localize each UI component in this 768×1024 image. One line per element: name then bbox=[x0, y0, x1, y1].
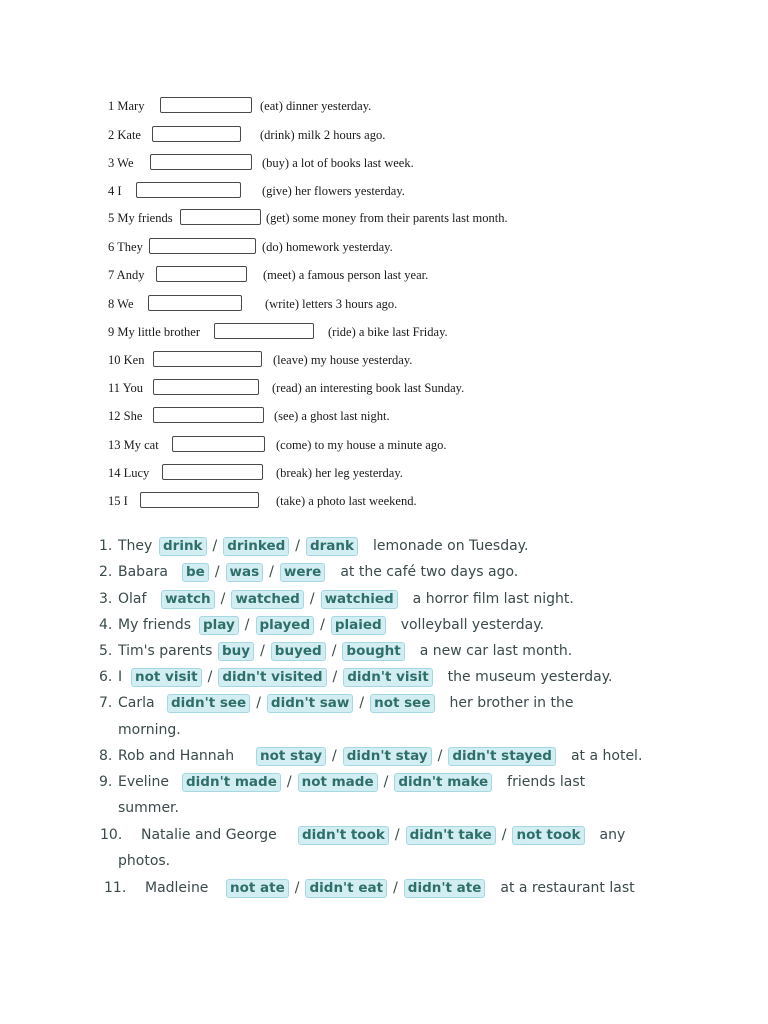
verb-clause: (read) an interesting book last Sunday. bbox=[272, 381, 465, 395]
question-number: 6. bbox=[99, 669, 113, 685]
question-number: 1. bbox=[99, 538, 113, 554]
answer-input-box[interactable] bbox=[172, 436, 265, 452]
answer-option-chip[interactable]: didn't ate bbox=[404, 879, 486, 898]
option-separator: / bbox=[295, 538, 300, 554]
answer-option-chip[interactable]: didn't eat bbox=[305, 879, 387, 898]
answer-option-chip[interactable]: not made bbox=[298, 773, 378, 792]
answer-input-box[interactable] bbox=[160, 97, 252, 113]
answer-option-chip[interactable]: didn't see bbox=[167, 694, 250, 713]
sentence-continuation: summer. bbox=[118, 800, 179, 816]
sentence-subject: 8 We bbox=[108, 297, 134, 311]
sentence-ending: any bbox=[599, 827, 626, 843]
sentence-ending: a horror film last night. bbox=[412, 591, 574, 607]
sentence-ending: a new car last month. bbox=[419, 643, 573, 659]
verb-clause: (drink) milk 2 hours ago. bbox=[260, 128, 386, 142]
options-group bbox=[217, 641, 572, 661]
sentence-ending: volleyball yesterday. bbox=[400, 617, 544, 633]
answer-option-chip[interactable]: didn't make bbox=[394, 773, 492, 792]
answer-option-chip[interactable]: not see bbox=[370, 694, 434, 713]
sentence-subject: 9 My little brother bbox=[108, 325, 200, 339]
answer-option-chip[interactable]: not ate bbox=[226, 879, 289, 898]
option-separator: / bbox=[331, 643, 337, 659]
sentence-subject: 11 You bbox=[108, 381, 143, 395]
answer-option-chip[interactable]: drank bbox=[306, 537, 358, 556]
option-separator: / bbox=[394, 827, 400, 843]
answer-input-box[interactable] bbox=[152, 126, 241, 142]
sentence-subject: 13 My cat bbox=[108, 438, 159, 452]
options-group bbox=[297, 825, 625, 845]
verb-clause: (write) letters 3 hours ago. bbox=[265, 297, 398, 311]
question-subject: Natalie and George bbox=[141, 827, 277, 843]
question-subject: Olaf bbox=[118, 591, 147, 607]
sentence-subject: 4 I bbox=[108, 184, 122, 198]
verb-clause: (do) homework yesterday. bbox=[262, 240, 393, 254]
answer-option-chip[interactable]: played bbox=[256, 616, 315, 635]
option-separator: / bbox=[359, 695, 365, 711]
answer-input-box[interactable] bbox=[150, 154, 252, 170]
question-subject: Carla bbox=[118, 695, 155, 711]
answer-option-chip[interactable]: didn't saw bbox=[267, 694, 353, 713]
question-subject: Eveline bbox=[118, 774, 170, 790]
answer-input-box[interactable] bbox=[153, 351, 262, 367]
question-number: 7. bbox=[99, 695, 113, 711]
option-separator: / bbox=[332, 748, 337, 764]
answer-option-chip[interactable]: didn't made bbox=[182, 773, 281, 792]
option-separator: / bbox=[320, 617, 325, 633]
answer-input-box[interactable] bbox=[140, 492, 259, 508]
sentence-subject: 10 Ken bbox=[108, 353, 145, 367]
question-subject: Tim's parents bbox=[118, 643, 213, 659]
answer-option-chip[interactable]: drinked bbox=[223, 537, 289, 556]
answer-input-box[interactable] bbox=[149, 238, 256, 254]
answer-option-chip[interactable]: buyed bbox=[271, 642, 326, 661]
answer-option-chip[interactable]: didn't visit bbox=[343, 668, 432, 687]
sentence-continuation: morning. bbox=[118, 722, 181, 738]
option-separator: / bbox=[256, 695, 261, 711]
verb-clause: (eat) dinner yesterday. bbox=[260, 99, 372, 113]
options-group bbox=[130, 667, 612, 687]
sentence-continuation: photos. bbox=[118, 853, 171, 869]
answer-input-box[interactable] bbox=[153, 407, 264, 423]
answer-option-chip[interactable]: were bbox=[280, 563, 325, 582]
options-group bbox=[166, 693, 573, 713]
option-separator: / bbox=[212, 538, 218, 554]
answer-option-chip[interactable]: not took bbox=[512, 826, 584, 845]
verb-clause: (give) her flowers yesterday. bbox=[262, 184, 405, 198]
question-number: 5. bbox=[99, 643, 113, 659]
sentence-subject: 12 She bbox=[108, 409, 143, 423]
sentence-subject: 7 Andy bbox=[108, 268, 145, 282]
question-number: 3. bbox=[99, 591, 113, 607]
option-separator: / bbox=[207, 669, 213, 685]
option-separator: / bbox=[383, 774, 389, 790]
verb-clause: (get) some money from their parents last month. bbox=[266, 211, 508, 225]
answer-input-box[interactable] bbox=[162, 464, 263, 480]
answer-option-chip[interactable]: bought bbox=[342, 642, 404, 661]
answer-option-chip[interactable]: not visit bbox=[131, 668, 202, 687]
sentence-subject: 5 My friends bbox=[108, 211, 173, 225]
question-number: 8. bbox=[99, 748, 113, 764]
option-separator: / bbox=[244, 617, 250, 633]
question-number: 2. bbox=[99, 564, 113, 580]
verb-clause: (break) her leg yesterday. bbox=[276, 466, 403, 480]
sentence-subject: 1 Mary bbox=[108, 99, 145, 113]
options-group bbox=[160, 589, 574, 609]
sentence-subject: 14 Lucy bbox=[108, 466, 150, 480]
answer-input-box[interactable] bbox=[136, 182, 241, 198]
option-separator: / bbox=[437, 748, 443, 764]
question-number: 11. bbox=[104, 880, 127, 896]
options-group bbox=[158, 536, 528, 556]
option-separator: / bbox=[214, 564, 220, 580]
answer-option-chip[interactable]: plaied bbox=[331, 616, 386, 635]
answer-input-box[interactable] bbox=[180, 209, 261, 225]
verb-clause: (meet) a famous person last year. bbox=[263, 268, 429, 282]
verb-clause: (come) to my house a minute ago. bbox=[276, 438, 447, 452]
options-group bbox=[198, 615, 544, 635]
verb-clause: (take) a photo last weekend. bbox=[276, 494, 417, 508]
option-separator: / bbox=[269, 564, 274, 580]
option-separator: / bbox=[501, 827, 507, 843]
question-subject: I bbox=[118, 669, 123, 685]
answer-option-chip[interactable]: play bbox=[199, 616, 239, 635]
sentence-ending: the museum yesterday. bbox=[447, 669, 613, 685]
option-separator: / bbox=[260, 643, 265, 659]
answer-option-chip[interactable]: watch bbox=[161, 590, 215, 609]
answer-option-chip[interactable]: not stay bbox=[256, 747, 326, 766]
verb-clause: (ride) a bike last Friday. bbox=[328, 325, 448, 339]
answer-option-chip[interactable]: didn't took bbox=[298, 826, 389, 845]
sentence-ending: at the café two days ago. bbox=[340, 564, 519, 580]
question-number: 4. bbox=[99, 617, 113, 633]
sentence-ending: lemonade on Tuesday. bbox=[373, 538, 529, 554]
sentence-subject: 3 We bbox=[108, 156, 134, 170]
options-group bbox=[225, 878, 635, 898]
question-subject: They bbox=[118, 538, 153, 554]
answer-option-chip[interactable]: be bbox=[182, 563, 209, 582]
option-separator: / bbox=[332, 669, 338, 685]
options-group bbox=[181, 562, 518, 582]
answer-option-chip[interactable]: buy bbox=[218, 642, 254, 661]
option-separator: / bbox=[309, 591, 315, 607]
sentence-ending: friends last bbox=[507, 774, 586, 790]
question-subject: My friends bbox=[118, 617, 192, 633]
option-separator: / bbox=[220, 591, 226, 607]
sentence-subject: 15 I bbox=[108, 494, 128, 508]
answer-input-box[interactable] bbox=[214, 323, 314, 339]
options-group bbox=[181, 772, 585, 792]
answer-option-chip[interactable]: watchied bbox=[321, 590, 398, 609]
sentence-ending: at a restaurant last bbox=[500, 880, 635, 896]
answer-option-chip[interactable]: was bbox=[226, 563, 264, 582]
answer-option-chip[interactable]: didn't stay bbox=[343, 747, 432, 766]
verb-clause: (see) a ghost last night. bbox=[274, 409, 390, 423]
answer-input-box[interactable] bbox=[156, 266, 247, 282]
option-separator: / bbox=[393, 880, 398, 896]
question-number: 10. bbox=[100, 827, 123, 843]
answer-option-chip[interactable]: didn't visited bbox=[218, 668, 326, 687]
option-separator: / bbox=[294, 880, 300, 896]
question-number: 9. bbox=[99, 774, 113, 790]
answer-option-chip[interactable]: watched bbox=[231, 590, 303, 609]
question-subject: Rob and Hannah bbox=[118, 748, 235, 764]
sentence-subject: 2 Kate bbox=[108, 128, 141, 142]
answer-option-chip[interactable]: drink bbox=[159, 537, 207, 556]
answer-input-box[interactable] bbox=[148, 295, 242, 311]
question-subject: Madleine bbox=[145, 880, 209, 896]
answer-option-chip[interactable]: didn't stayed bbox=[448, 747, 556, 766]
answer-input-box[interactable] bbox=[153, 379, 259, 395]
verb-clause: (leave) my house yesterday. bbox=[273, 353, 413, 367]
answer-option-chip[interactable]: didn't take bbox=[406, 826, 496, 845]
options-group bbox=[255, 746, 642, 766]
sentence-ending: at a hotel. bbox=[570, 748, 643, 764]
option-separator: / bbox=[286, 774, 292, 790]
verb-clause: (buy) a lot of books last week. bbox=[262, 156, 414, 170]
question-subject: Babara bbox=[118, 564, 168, 580]
sentence-ending: her brother in the bbox=[449, 695, 574, 711]
sentence-subject: 6 They bbox=[108, 240, 143, 254]
